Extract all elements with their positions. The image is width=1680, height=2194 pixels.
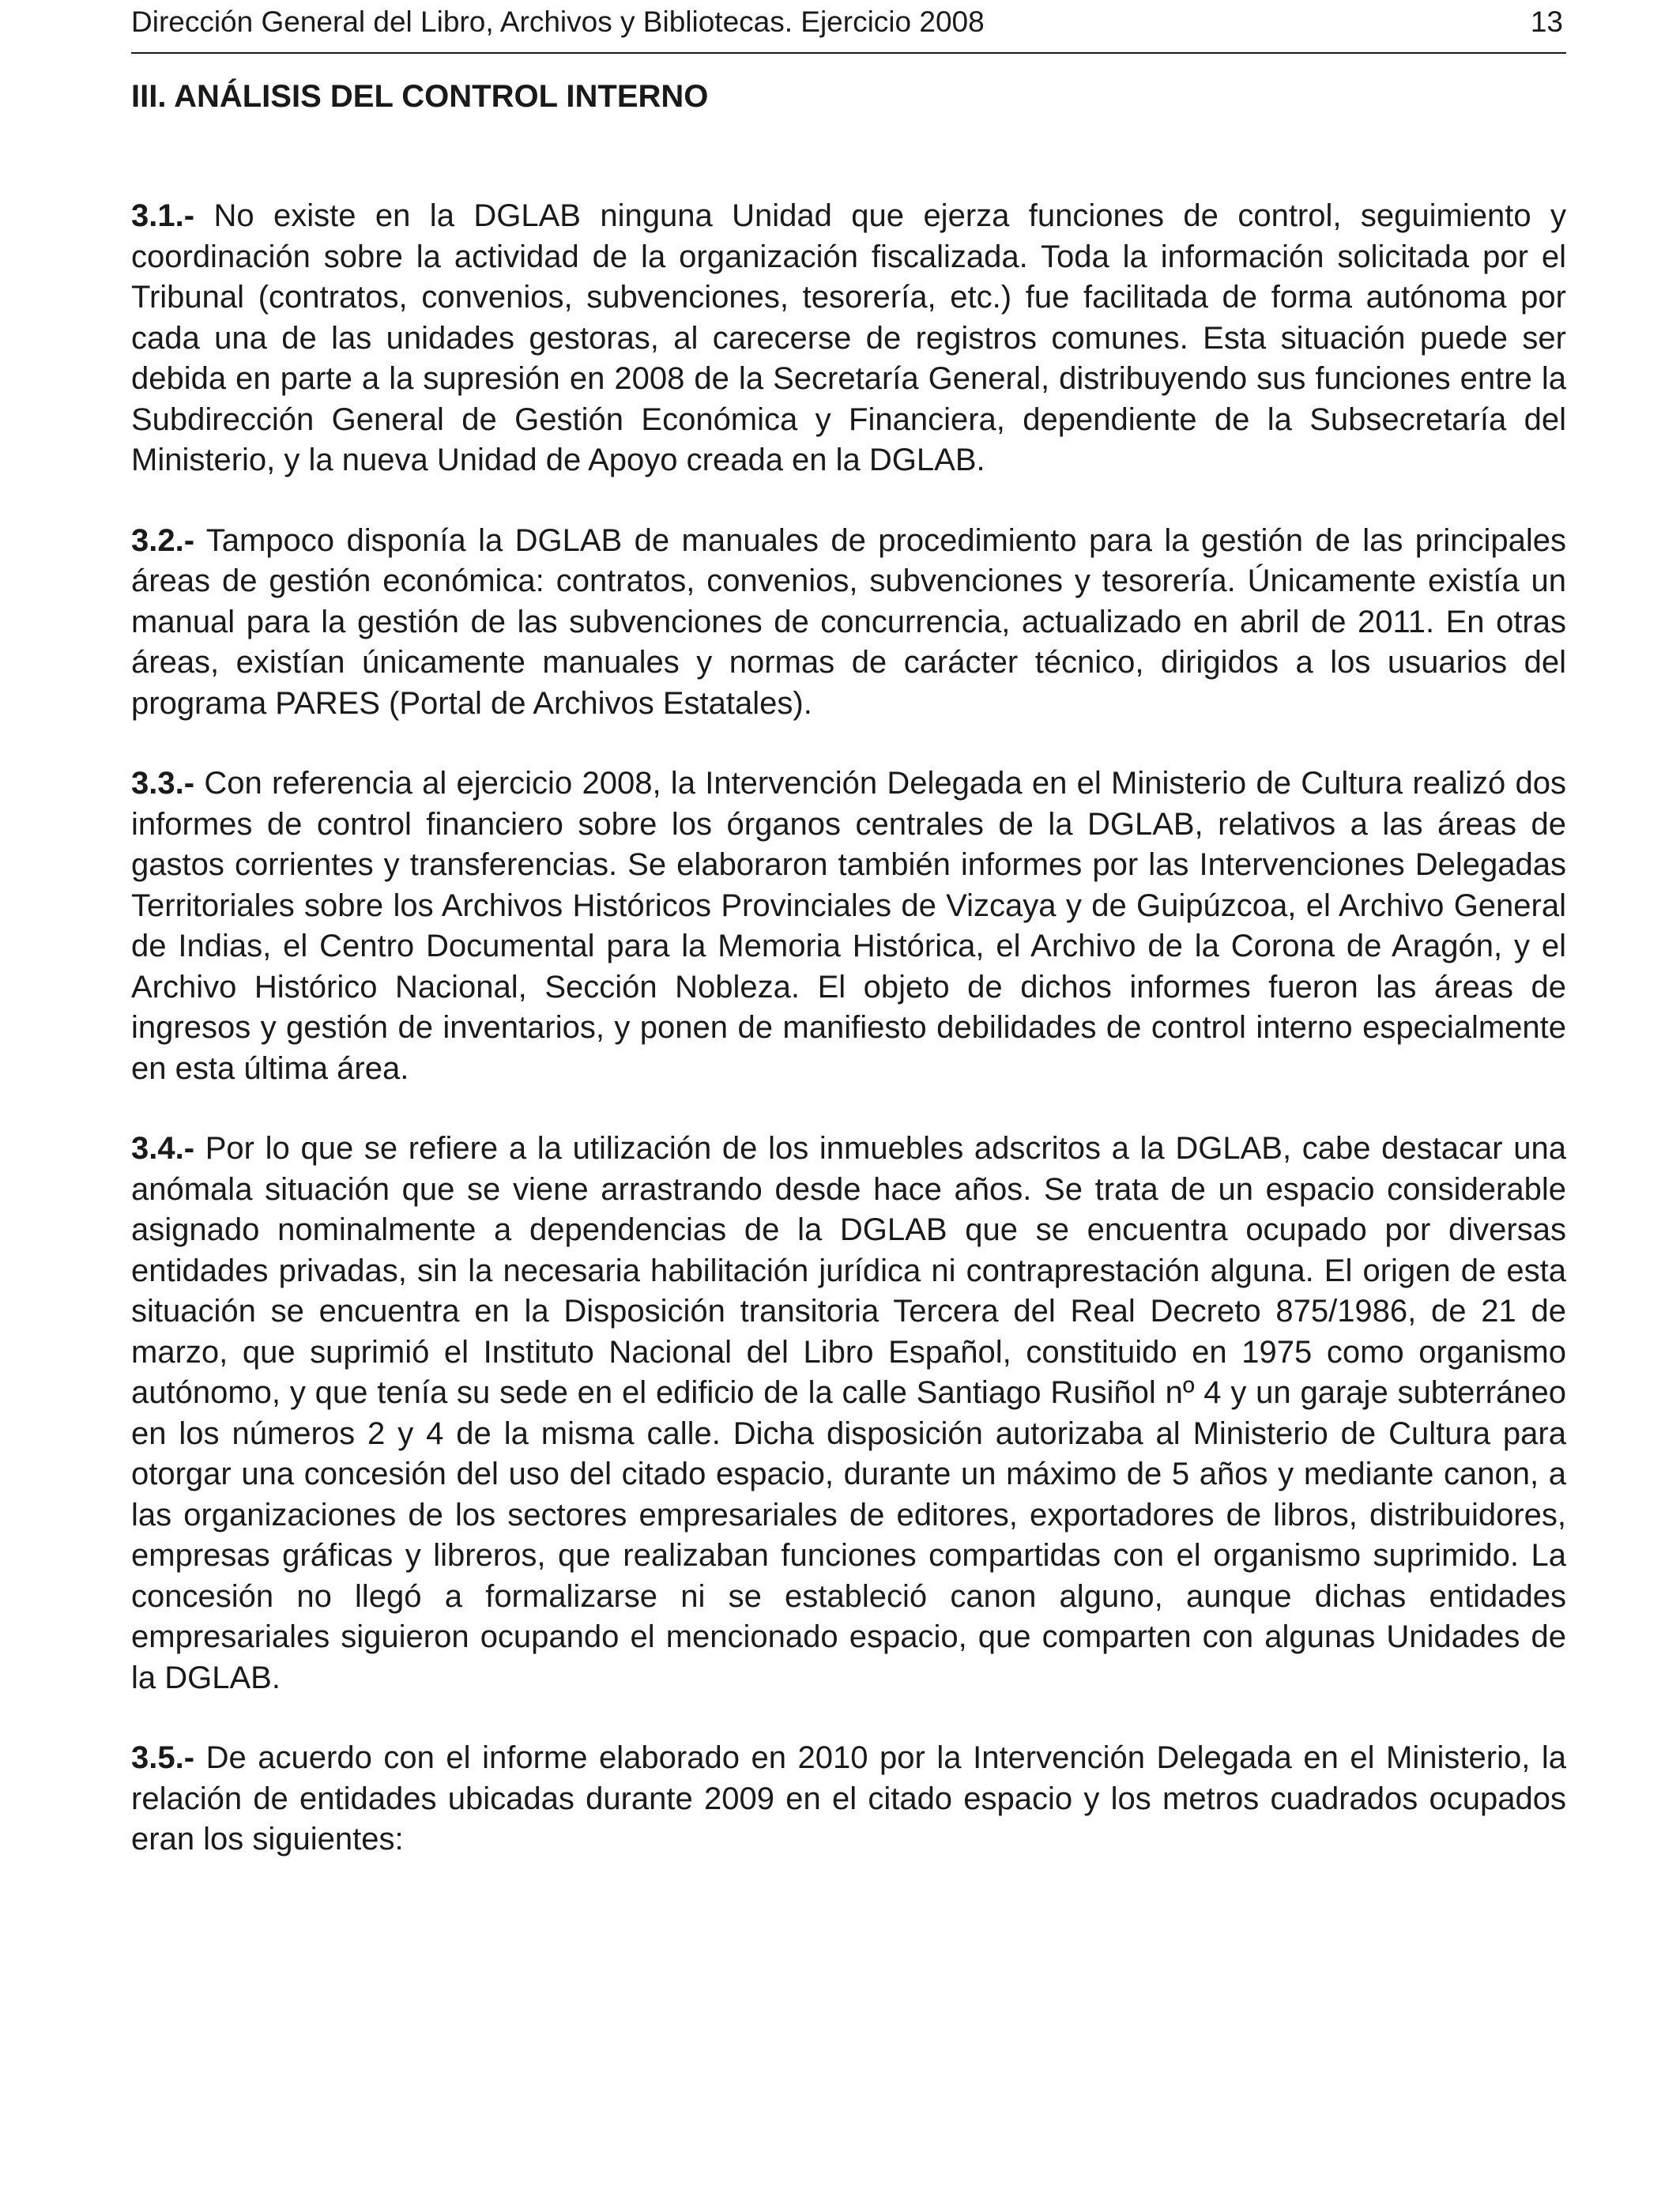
paragraph-text: De acuerdo con el informe elaborado en 2010 por la Intervención Delegada en el Ministerio, la relación de entidades ubicadas durante 2009 en el citado espacio y los metros cuadrados ocupados eran los siguientes: (131, 1740, 1566, 1857)
header-title: Dirección General del Libro, Archivos y Bibliotecas. Ejercicio 2008 (131, 6, 985, 38)
paragraph-number: 3.2.- (131, 522, 195, 558)
paragraph-3-2 (131, 521, 1566, 725)
page-header (131, 0, 1566, 54)
paragraph-number: 3.4.- (131, 1131, 195, 1166)
paragraph-3-4 (131, 1129, 1566, 1698)
page-number: 13 (1530, 6, 1563, 38)
body-text (131, 196, 1566, 1900)
paragraph-text: No existe en la DGLAB ninguna Unidad que ejerza funciones de control, seguimiento y coordinación sobre la actividad de la organización fiscalizada. Toda la información solicitada por el Tribunal (contratos, convenios, subvenciones, tesorería, etc.) fue facilitada de forma autónoma por cada una de las unidades gestoras, al carecerse de registros comunes. Esta situación puede ser debida en parte a la supresión en 2008 de la Secretaría General, distribuyendo sus funciones entre la Subdirección General de Gestión Económica y Financiera, dependiente de la Subsecretaría del Ministerio, y la nueva Unidad de Apoyo creada en la DGLAB. (131, 198, 1566, 477)
section-title: III. ANÁLISIS DEL CONTROL INTERNO (131, 79, 709, 114)
paragraph-3-3 (131, 763, 1566, 1089)
paragraph-text: Tampoco disponía la DGLAB de manuales de procedimiento para la gestión de las principales áreas de gestión económica: contratos, convenios, subvenciones y tesorería. Únicamente existía un manual para la gestión de las subvenciones de concurrencia, actualizado en abril de 2011. En otras áreas, existían únicamente manuales y normas de carácter técnico, dirigidos a los usuarios del programa PARES (Portal de Archivos Estatales). (131, 522, 1566, 721)
paragraph-3-5 (131, 1738, 1566, 1860)
paragraph-3-1 (131, 196, 1566, 481)
paragraph-number: 3.1.- (131, 198, 195, 233)
paragraph-number: 3.5.- (131, 1740, 195, 1775)
paragraph-text: Con referencia al ejercicio 2008, la Intervención Delegada en el Ministerio de Cultura realizó dos informes de control financiero sobre los órganos centrales de la DGLAB, relativos a las áreas de gastos corrientes y transferencias. Se elaboraron también informes por las Intervenciones Delegadas Territoriales sobre los Archivos Históricos Provinciales de Vizcaya y de Guipúzcoa, el Archivo General de Indias, el Centro Documental para la Memoria Histórica, el Archivo de la Corona de Aragón, y el Archivo Histórico Nacional, Sección Nobleza. El objeto de dichos informes fueron las áreas de ingresos y gestión de inventarios, y ponen de manifiesto debilidades de control interno especialmente en esta última área. (131, 766, 1566, 1086)
paragraph-text: Por lo que se refiere a la utilización de los inmuebles adscritos a la DGLAB, cabe destacar una anómala situación que se viene arrastrando desde hace años. Se trata de un espacio considerable asignado nominalmente a dependencias de la DGLAB que se encuentra ocupado por diversas entidades privadas, sin la necesaria habilitación jurídica ni contraprestación alguna. El origen de esta situación se encuentra en la Disposición transitoria Tercera del Real Decreto 875/1986, de 21 de marzo, que suprimió el Instituto Nacional del Libro Español, constituido en 1975 como organismo autónomo, y que tenía su sede en el edificio de la calle Santiago Rusiñol nº 4 y un garaje subterráneo en los números 2 y 4 de la misma calle. Dicha disposición autorizaba al Ministerio de Cultura para otorgar una concesión del uso del citado espacio, durante un máximo de 5 años y mediante canon, a las organizaciones de los sectores empresariales de editores, exportadores de libros, distribuidores, empresas gráficas y libreros, que realizaban funciones compartidas con el organismo suprimido. La concesión no llegó a formalizarse ni se estableció canon alguno, aunque dichas entidades empresariales siguieron ocupando el mencionado espacio, que comparten con algunas Unidades de la DGLAB. (131, 1131, 1566, 1695)
paragraph-number: 3.3.- (131, 766, 195, 801)
